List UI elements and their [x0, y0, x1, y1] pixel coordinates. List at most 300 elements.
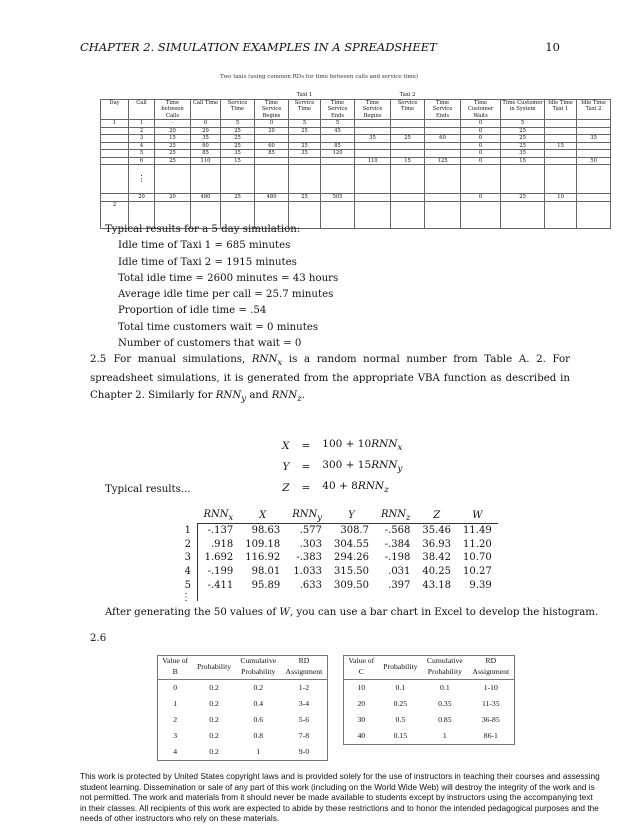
table-cell: 11.20	[463, 538, 492, 550]
note-text-a: After generating the 50 values of	[105, 607, 280, 618]
table-cell	[457, 593, 498, 601]
row-index: 5	[175, 579, 198, 593]
result-item: Total time customers wait = 0 minutes	[118, 321, 319, 333]
rnn-column-header	[286, 506, 328, 524]
table-cell: 20	[155, 127, 191, 135]
table-cell	[425, 201, 461, 228]
table-cell: 20	[255, 127, 289, 135]
rnn-symbol: RNN	[251, 354, 278, 365]
table-cell	[321, 157, 355, 165]
table-cell: 0	[255, 120, 289, 128]
table-cell	[391, 150, 425, 158]
table-cell: 304.55	[333, 538, 369, 550]
table-cell: 0	[173, 683, 178, 692]
table-cell: 98.01	[251, 566, 281, 578]
col-cumulative: Cumulative	[240, 656, 277, 665]
taxi-column-header: Service Time	[391, 99, 425, 120]
table-cell	[101, 150, 129, 158]
table-cell: 86-1	[483, 731, 498, 740]
equation-constant: 300 + 15	[322, 459, 372, 472]
row-index: 1	[175, 524, 198, 538]
table-cell	[577, 194, 611, 202]
rnn-row	[175, 579, 498, 593]
table-cell: 60	[425, 135, 461, 143]
table-cell: 35.46	[416, 524, 457, 538]
rnn-row	[175, 524, 498, 538]
equation-lhs: Z	[282, 482, 290, 495]
rnn-symbol: RNN	[357, 480, 385, 493]
probability-row	[158, 712, 328, 728]
table-cell	[425, 127, 461, 135]
taxi-column-header: Time Customer Waits	[461, 99, 501, 120]
table-cell: 11.49	[457, 524, 498, 538]
taxi-column-header: Time between Calls	[155, 99, 191, 120]
table-cell: 1.692	[204, 552, 234, 564]
table-cell	[101, 142, 129, 150]
row-index: 4	[175, 565, 198, 579]
result-item: Idle time of Taxi 2 = 1915 minutes	[118, 256, 297, 268]
table-cell: 480	[255, 194, 289, 202]
table-cell: -.137	[198, 524, 240, 538]
table-cell	[101, 135, 129, 143]
table-cell: 35	[501, 150, 545, 158]
table-cell: .918	[210, 538, 234, 550]
col-cumulative: Cumulative	[426, 656, 463, 665]
table-cell: .577	[286, 524, 328, 538]
table-cell: 25	[501, 194, 545, 202]
table-cell	[289, 157, 321, 165]
table-cell: 5	[321, 120, 355, 128]
table-cell: 10.27	[463, 566, 492, 578]
table-cell: -.198	[384, 552, 411, 564]
probability-row	[158, 680, 328, 697]
rnn-column-header	[375, 506, 416, 524]
probability-row	[344, 696, 515, 712]
equation-lhs: Y	[282, 461, 290, 474]
table-cell: 11-35	[481, 699, 500, 708]
table-cell	[328, 593, 375, 601]
table-cell: 35	[289, 150, 321, 158]
equations	[282, 436, 408, 499]
rnn-symbol: RNN	[215, 389, 242, 401]
row-index: 3	[175, 551, 198, 565]
table-cell: 0.2	[253, 683, 264, 692]
rnn-ellipsis-row	[175, 593, 498, 601]
table-cell	[577, 120, 611, 128]
table-cell	[545, 201, 577, 228]
typical-results-block	[105, 222, 338, 352]
probability-table-c	[343, 655, 515, 745]
equation-row	[282, 478, 408, 499]
rnn-subscript: y	[241, 393, 247, 404]
taxi-column-header: Time Service Begins	[255, 99, 289, 120]
table-cell: 0	[191, 120, 221, 128]
table-cell: 1	[173, 699, 178, 708]
table-cell: 0	[461, 150, 501, 158]
table-cell: 85	[255, 150, 289, 158]
table-cell: -	[155, 120, 191, 128]
table-cell	[501, 165, 545, 194]
table-cell: 120	[321, 150, 355, 158]
taxi-ellipsis-row	[101, 165, 611, 194]
taxi2-group-label: Taxi 2	[355, 92, 461, 99]
table-cell: 95.89	[251, 579, 281, 591]
taxi-group-header-row	[101, 92, 611, 99]
header-symbol: RNN	[292, 509, 318, 520]
table-cell	[355, 142, 391, 150]
table-cell: 4	[173, 747, 178, 756]
table-cell: 5	[289, 120, 321, 128]
table-cell: 35	[355, 135, 391, 143]
rnn-column-header	[198, 506, 240, 524]
section-label: 2.5	[90, 354, 107, 365]
rnn-header-row	[175, 506, 498, 524]
header-symbol: RNN	[380, 509, 407, 520]
col-value-of: Value of	[348, 656, 375, 665]
taxi-column-header: Idle Time Taxi 1	[545, 99, 577, 120]
table-cell: 15	[545, 142, 577, 150]
table-cell: 25	[501, 127, 545, 135]
ellipsis: ⋮	[175, 593, 198, 601]
table-cell: 0.2	[209, 699, 219, 708]
table-cell	[461, 165, 501, 194]
taxi-table-row	[101, 150, 611, 158]
rnn-subscript: z	[384, 485, 389, 496]
chapter-title: CHAPTER 2. SIMULATION EXAMPLES IN A SPREADSHEET	[80, 40, 437, 54]
table-cell: 15	[391, 157, 425, 165]
table-cell	[101, 194, 129, 202]
table-cell	[289, 135, 321, 143]
table-cell	[425, 194, 461, 202]
table-cell: .303	[299, 538, 322, 550]
table-cell	[545, 165, 577, 194]
table-cell: 60	[255, 142, 289, 150]
table-cell: 60	[191, 142, 221, 150]
table-cell: 36-85	[481, 715, 500, 724]
table-cell	[545, 127, 577, 135]
table-cell: 15	[221, 157, 255, 165]
taxi-table-row	[101, 135, 611, 143]
table-cell	[577, 201, 611, 228]
table-cell	[545, 120, 577, 128]
table-cell: 7-8	[298, 731, 310, 740]
table-cell	[321, 135, 355, 143]
ellipsis: ⋮	[129, 165, 155, 194]
col-variable: C	[344, 667, 379, 680]
table-cell: 5	[129, 150, 155, 158]
table-cell: 308.7	[328, 524, 375, 538]
table-cell	[425, 150, 461, 158]
table-cell: 25	[289, 142, 321, 150]
note-variable: W	[279, 607, 290, 618]
table-cell: 3	[173, 731, 178, 740]
header-symbol: W	[472, 510, 483, 521]
table-cell: 15	[501, 157, 545, 165]
equals-sign: =	[301, 440, 311, 453]
table-cell: 2	[173, 715, 178, 724]
result-item: Number of customers that wait = 0	[118, 338, 302, 350]
table-cell: 309.50	[333, 579, 369, 591]
table-cell: 25	[221, 127, 255, 135]
col-cum-probability: Probability	[236, 667, 281, 680]
table-cell	[355, 120, 391, 128]
table-cell: 0	[461, 135, 501, 143]
header-subscript: z	[406, 512, 411, 522]
table-cell: 50	[577, 157, 611, 165]
table-cell: 116.92	[245, 552, 281, 564]
rnn-column-header	[328, 506, 375, 524]
histogram-note	[105, 605, 598, 621]
probability-row	[344, 728, 515, 745]
result-item: Proportion of idle time = .54	[118, 305, 267, 317]
table-cell: 5	[221, 120, 255, 128]
table-cell	[545, 150, 577, 158]
table-cell	[101, 165, 129, 194]
taxi-column-header: Time Service Ends	[321, 99, 355, 120]
table-cell: 45	[321, 127, 355, 135]
table-cell	[355, 165, 391, 194]
table-cell: 9-0	[298, 747, 310, 756]
table-cell: 98.63	[239, 524, 286, 538]
table-cell: 4	[129, 142, 155, 150]
section-2-5	[90, 352, 570, 407]
table-cell: 0.25	[393, 699, 408, 708]
table-cell: 35	[577, 135, 611, 143]
table-cell: 38.42	[422, 552, 452, 564]
equals-sign: =	[301, 482, 311, 495]
table-cell: 0.1	[395, 683, 406, 692]
section-text-2: is a random normal number from Table A. 2. For spreadsheet simulations, it is generated from the appropriate VBA function as described in Chapter 2. Similarly for	[90, 354, 570, 401]
table-cell: 294.26	[333, 552, 369, 564]
table-cell: 3	[129, 135, 155, 143]
table-cell: 85	[191, 150, 221, 158]
equation-lhs: X	[282, 440, 290, 453]
table-cell: 2	[129, 127, 155, 135]
table-cell: 40.25	[422, 566, 452, 578]
probability-row	[344, 712, 515, 728]
table-cell: 40	[357, 731, 366, 740]
rnn-row	[175, 538, 498, 552]
table-cell: 25	[221, 194, 255, 202]
table-cell: -.568	[375, 524, 416, 538]
equation-row	[282, 457, 408, 478]
table-cell: -.411	[207, 579, 234, 591]
col-variable: B	[158, 667, 193, 680]
table-cell: 0.85	[438, 715, 452, 724]
table-cell	[375, 593, 416, 601]
table-cell: 20	[129, 194, 155, 202]
table-cell	[191, 165, 221, 194]
table-cell: 0.4	[253, 699, 264, 708]
table-cell: 35	[221, 150, 255, 158]
taxi1-group-label: Taxi 1	[255, 92, 355, 99]
section-2-6-label: 2.6	[90, 633, 107, 644]
table-cell: 0	[461, 194, 501, 202]
table-cell: 25	[155, 150, 191, 158]
table-cell: 0.2	[209, 731, 219, 740]
table-cell: -.384	[384, 538, 411, 550]
header-symbol: Y	[348, 510, 355, 521]
rnn-subscript: y	[397, 464, 403, 475]
rnn-subscript: x	[397, 443, 403, 454]
row-index: 2	[175, 538, 198, 552]
table-cell: 1	[256, 747, 261, 756]
table-cell: 109.18	[245, 538, 281, 550]
taxi-table-row	[101, 157, 611, 165]
table-cell: 5-6	[298, 715, 310, 724]
table-cell	[391, 142, 425, 150]
section-text-and: and	[246, 389, 272, 401]
taxi-table-row	[101, 127, 611, 135]
equals-sign: =	[301, 461, 311, 474]
result-item: Average idle time per call = 25.7 minutes	[118, 289, 334, 301]
header-subscript: y	[317, 512, 322, 522]
table-cell: 0	[461, 157, 501, 165]
table-cell	[391, 120, 425, 128]
table-cell: .397	[388, 579, 411, 591]
table-cell: 3-4	[298, 699, 310, 708]
table-cell: 0.6	[253, 715, 264, 724]
equation-rhs	[316, 457, 408, 478]
table-cell: 1	[101, 120, 129, 128]
table-cell	[577, 150, 611, 158]
col-rd: RD	[298, 656, 310, 665]
col-rd: RD	[485, 656, 497, 665]
probability-row	[158, 728, 328, 744]
result-item: Idle time of Taxi 1 = 685 minutes	[118, 240, 291, 252]
table-cell	[221, 165, 255, 194]
section-text-end: .	[301, 389, 305, 401]
table-cell: 0.35	[438, 699, 452, 708]
taxi-column-header: Time Customer in System	[501, 99, 545, 120]
header-symbol: X	[259, 510, 267, 521]
table-cell: 25	[289, 194, 321, 202]
rnn-column-header	[457, 506, 498, 524]
section-text-1: For manual simulations,	[113, 354, 252, 365]
table-cell: 25	[501, 135, 545, 143]
table-cell: 9.39	[469, 579, 492, 591]
table-cell	[155, 165, 191, 194]
taxi-table-row	[101, 120, 611, 128]
table-cell	[321, 165, 355, 194]
rnn-results-table	[175, 506, 498, 601]
table-cell: 1	[129, 120, 155, 128]
equation-constant: 100 + 10	[322, 438, 372, 450]
table-cell: 10	[545, 194, 577, 202]
table-cell	[255, 135, 289, 143]
rnn-row	[175, 565, 498, 579]
table-cell	[355, 127, 391, 135]
table-cell	[577, 142, 611, 150]
typical-results-heading: Typical results...	[105, 484, 191, 495]
col-probability: Probability	[379, 656, 423, 680]
table-cell	[101, 157, 129, 165]
table-cell	[577, 127, 611, 135]
table-cell: 43.18	[422, 579, 452, 591]
rnn-corner	[175, 506, 198, 524]
table-cell	[391, 201, 425, 228]
taxi-column-header: Service Time	[221, 99, 255, 120]
col-assignment: Assignment	[281, 667, 328, 680]
probability-table-b	[157, 655, 328, 761]
table-cell	[545, 157, 577, 165]
table-cell: 0	[461, 120, 501, 128]
results-list	[105, 238, 338, 352]
table-cell: 85	[321, 142, 355, 150]
table-cell: 315.50	[333, 566, 369, 578]
rnn-symbol: RNN	[271, 389, 298, 401]
table-cell: 1-2	[298, 683, 310, 692]
col-probability: Probability	[192, 656, 235, 680]
taxi-column-header: Call	[129, 99, 155, 120]
copyright-footer: This work is protected by United States copyright laws and is provided solely for the use of instructors in teaching their courses and assessing student learning. Dissemination or sale of any part of this work (including on the World Wide Web) will destroy the integrity of the work and is not permitted. The work and materials from it should never be made available to students except by instructors using the accompanying text in their classes. All recipients of this work are expected to abide by these restrictions and to honor the intended pedagogical purposes and the needs of other instructors who rely on these materials.	[80, 771, 600, 823]
table-cell: 10	[357, 683, 366, 692]
probability-row	[158, 744, 328, 761]
rnn-symbol: RNN	[371, 459, 398, 472]
rnn-subscript: x	[277, 358, 283, 369]
table-cell: 0.2	[209, 747, 219, 756]
table-cell	[198, 593, 240, 601]
table-cell: -.199	[207, 566, 234, 578]
header-symbol: Z	[433, 510, 441, 521]
table-cell: 0	[461, 127, 501, 135]
table-cell: 30	[357, 715, 366, 724]
table-cell	[255, 157, 289, 165]
table-cell: 480	[191, 194, 221, 202]
table-cell	[425, 120, 461, 128]
taxi-column-header-row	[101, 99, 611, 120]
taxi-table-caption: Two taxis (using common RDs for time between calls and service time)	[220, 74, 418, 80]
table-cell: 0.15	[393, 731, 408, 740]
table-cell	[416, 593, 457, 601]
taxi-column-header: Idle Time Taxi 2	[577, 99, 611, 120]
table-cell: 1.033	[293, 566, 322, 578]
table-cell: 25	[155, 142, 191, 150]
taxi-column-header: Service Time	[289, 99, 321, 120]
table-cell	[239, 593, 286, 601]
col-assignment: Assignment	[468, 667, 515, 680]
equation-row	[282, 436, 408, 457]
taxi-column-header: Day	[101, 99, 129, 120]
col-cum-probability: Probability	[422, 667, 467, 680]
equation-rhs	[316, 478, 408, 499]
table-cell: 0.2	[209, 683, 219, 692]
table-cell: 25	[391, 135, 425, 143]
table-cell: 0.8	[253, 731, 264, 740]
taxi-simulation-table	[100, 92, 611, 229]
table-cell: 25	[289, 127, 321, 135]
table-cell: 5	[501, 120, 545, 128]
table-cell: 25	[501, 142, 545, 150]
table-cell	[391, 127, 425, 135]
table-cell	[355, 194, 391, 202]
table-cell: 20	[155, 194, 191, 202]
taxi-column-header: Call Time	[191, 99, 221, 120]
table-cell: .633	[299, 579, 322, 591]
header-symbol: RNN	[203, 509, 229, 520]
taxi-table-row	[101, 194, 611, 202]
table-cell	[355, 150, 391, 158]
col-value-of: Value of	[162, 656, 189, 665]
table-cell	[461, 201, 501, 228]
table-cell: 15	[155, 135, 191, 143]
table-cell: 6	[129, 157, 155, 165]
table-cell	[289, 165, 321, 194]
table-cell: 0.2	[209, 715, 219, 724]
result-item: Total idle time = 2600 minutes = 43 hours	[118, 272, 339, 284]
rnn-row	[175, 551, 498, 565]
table-cell: 110	[191, 157, 221, 165]
